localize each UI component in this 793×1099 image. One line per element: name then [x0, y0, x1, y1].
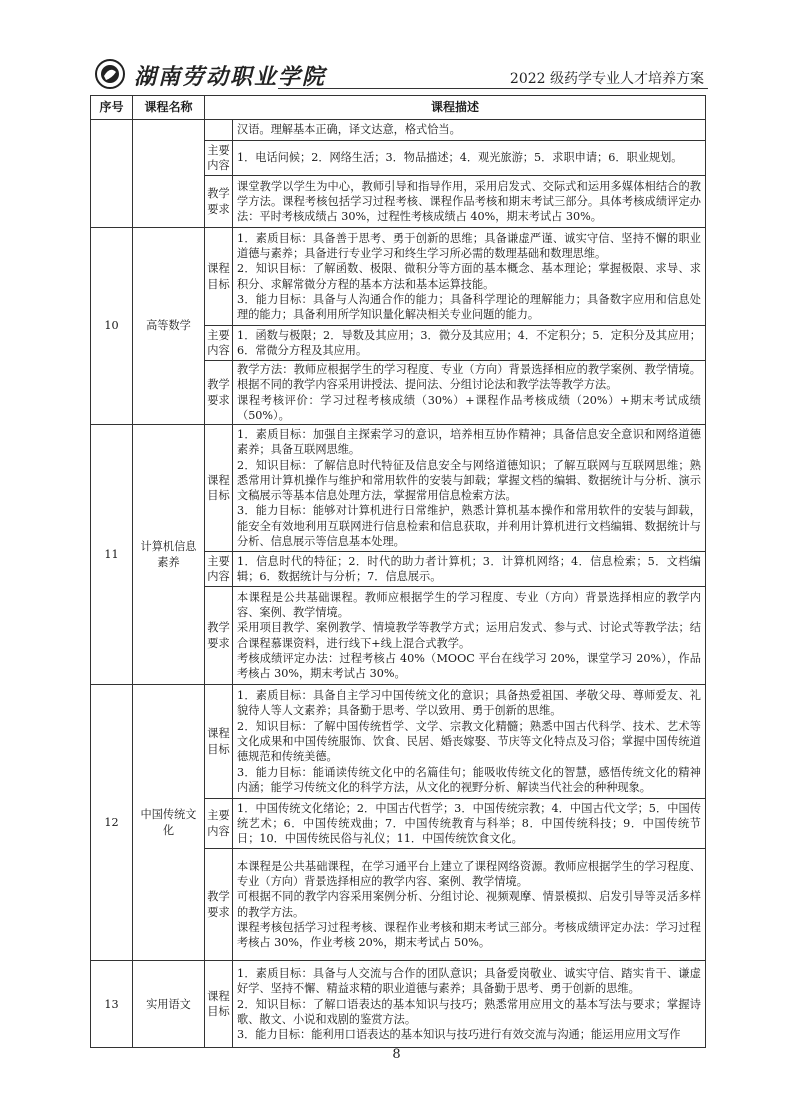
teaching-requirements: 本课程是公共基础课程，在学习通平台上建立了课程网络资源。教师应根据学生的学习程度、专业（方向）背景选择相应的教学内容、案例、教学情境。 可根据不同的教学内容采用案例分析、分组讨论、视频观摩、情景模拟、启发引导等灵活多样的教学方法。 课程考核包括学习过程考核、课程作业考核和期末考试三部分。考核成绩评定办法：学习过程考核占 30%，作业考核 20%，期末考试占 50%。	[233, 849, 706, 961]
table-row	[91, 961, 706, 1048]
section-label: 教学要求	[205, 849, 233, 961]
section-label: 课程目标	[205, 685, 233, 799]
school-name: 湖南劳动职业学院	[134, 64, 327, 90]
table-row	[91, 685, 706, 799]
course-number: 11	[91, 425, 133, 685]
course-goals: 1．素质目标：具备善于思考、勇于创新的思维；具备谦虚严谨、诚实守信、坚持不懈的职业道德与素养；具备进行专业学习和终生学习所必需的数理基础和数理思维。 2．知识目标：了解函数、极限、微积分等方面的基本概念、基本理论；掌握极限、求导、求积分、求解常微分方程的基本方法和基本运算技能。 3．能力目标：具备与人沟通合作的能力；具备科学理论的理解能力；具备数字应用和信息处理的能力；具备利用所学知识量化解决相关专业问题的能力。	[233, 228, 706, 326]
course-goals: 1．素质目标：具备自主学习中国传统文化的意识；具备热爱祖国、孝敬父母、尊师爱友、礼貌待人等人文素养；具备勤于思考、学以致用、勇于创新的思维。 2．知识目标：了解中国传统哲学、文学、宗教文化精髓；熟悉中国古代科学、技术、艺术等文化成果和中国传统服饰、饮食、民居、婚丧嫁娶、节庆等文化特点及习俗；掌握中国传统道德规范和传统美德。 3．能力目标：能诵读传统文化中的名篇佳句；能吸收传统文化的智慧，感悟传统文化的精神内涵；能学习传统文化的科学方法，从文化的视野分析、解读当代社会的种种现象。	[233, 685, 706, 799]
page-number: 8	[392, 1047, 401, 1062]
main-content: 1．函数与极限；2．导数及其应用；3．微分及其应用；4．不定积分；5．定积分及其应用；6．常微分方程及其应用。	[233, 326, 706, 361]
table-header-row	[91, 96, 706, 120]
course-name: 实用语文	[133, 961, 205, 1048]
header-num: 序号	[91, 96, 133, 120]
header-course-name: 课程名称	[133, 96, 205, 120]
page-header	[88, 52, 708, 92]
section-label: 教学要求	[205, 361, 233, 425]
section-label: 教学要求	[205, 587, 233, 685]
section-label: 课程目标	[205, 425, 233, 552]
table-row	[91, 228, 706, 326]
section-label: 主要内容	[205, 326, 233, 361]
course-number: 10	[91, 228, 133, 425]
section-label: 主要内容	[205, 141, 233, 176]
school-logo-icon	[94, 58, 126, 90]
teaching-requirements: 课堂教学以学生为中心，教师引导和指导作用，采用启发式、交际式和运用多媒体相结合的教学方法。课程考核包括学习过程考核、课程作品考核和期末考试三部分。具体考核成绩评定办法：平时考核成绩占 30%，过程性考核成绩占 40%，期末考试占 30%。	[233, 176, 706, 228]
course-name: 高等数学	[133, 228, 205, 425]
table-row	[91, 120, 706, 141]
teaching-requirements: 教学方法：教师应根据学生的学习程度、专业（方向）背景选择相应的教学案例、教学情境。根据不同的教学内容采用讲授法、提问法、分组讨论法和教学法等教学方法。 课程考核评价：学习过程考核成绩（30%）+课程作品考核成绩（20%）+期末考试成绩（50%）。	[233, 361, 706, 425]
course-goals: 1．素质目标：具备与人交流与合作的团队意识；具备爱岗敬业、诚实守信、踏实肯干、谦虚好学、坚持不懈、精益求精的职业道德与素养；具备勤于思考、勇于创新的思维。 2．知识目标：了解口语表达的基本知识与技巧；熟悉常用应用文的基本写法与要求；掌握诗歌、散文、小说和戏剧的鉴赏方法。 3．能力目标：能利用口语表达的基本知识与技巧进行有效交流与沟通；能运用应用文写作	[233, 961, 706, 1048]
main-content: 1．中国传统文化绪论；2．中国古代哲学；3．中国传统宗教；4．中国古代文学；5．中国传统艺术；6．中国传统戏曲；7．中国传统教育与科举；8．中国传统科技；9．中国传统节日；10．中国传统民俗与礼仪；11．中国传统饮食文化。	[233, 799, 706, 849]
course-table	[90, 95, 706, 1048]
course-number: 12	[91, 685, 133, 961]
course-name: 中国传统文化	[133, 685, 205, 961]
section-label: 课程目标	[205, 228, 233, 326]
document-title: 2022 级药学专业人才培养方案	[509, 71, 704, 87]
header-course-desc: 课程描述	[205, 96, 706, 120]
section-label: 主要内容	[205, 552, 233, 587]
header-divider	[278, 88, 708, 89]
section-label: 课程目标	[205, 961, 233, 1048]
course-number: 13	[91, 961, 133, 1048]
table-row	[91, 425, 706, 552]
section-label: 主要内容	[205, 799, 233, 849]
section-label: 教学要求	[205, 176, 233, 228]
teaching-requirements: 本课程是公共基础课程。教师应根据学生的学习程度、专业（方向）背景选择相应的教学内容、案例、教学情境。 采用项目教学、案例教学、情境教学等教学方式；运用启发式、参与式、讨论式等教学法；结合课程慕课资料，进行线下+线上混合式教学。 考核成绩评定办法：过程考核占 40%（MOOC 平台在线学习 20%，课堂学习 20%），作品考核占 30%，期末考试占 30%。	[233, 587, 706, 685]
course-name: 计算机信息素养	[133, 425, 205, 685]
course-goals: 1．素质目标：加强自主探索学习的意识，培养相互协作精神；具备信息安全意识和网络道德素养；具备互联网思维。 2．知识目标：了解信息时代特征及信息安全与网络道德知识；了解互联网与互联网思维；熟悉常用计算机操作与维护和常用软件的安装与卸载；掌握文档的编辑、数据统计与分析、演示文稿展示等基本信息处理方法，掌握常用信息检索方法。 3．能力目标：能够对计算机进行日常维护，熟悉计算机基本操作和常用软件的安装与卸载，能安全有效地利用互联网进行信息检索和信息获取，并利用计算机进行文档编辑、数据统计与分析、信息展示等信息基本处理。	[233, 425, 706, 552]
continuation-text: 汉语。理解基本正确，译文达意，格式恰当。	[233, 120, 706, 141]
main-content: 1．信息时代的特征；2．时代的助力者计算机；3．计算机网络；4．信息检索；5．文档编辑；6．数据统计与分析；7．信息展示。	[233, 552, 706, 587]
main-content: 1．电话问候；2．网络生活；3．物品描述；4．观光旅游；5．求职申请；6．职业规划。	[233, 141, 706, 176]
